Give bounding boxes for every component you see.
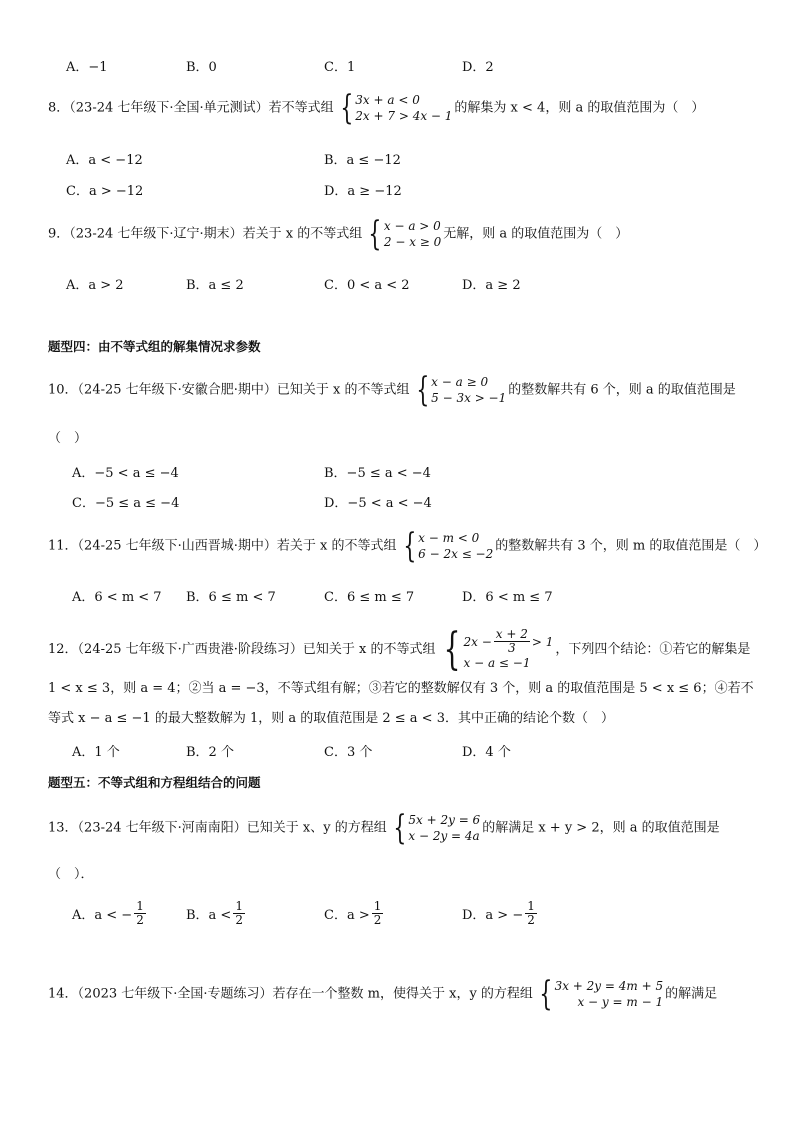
q11-stem bbox=[48, 526, 767, 566]
q14-prefix: 14．（2023 七年级下·全国·专题练习）若存在一个整数 m，使得关于 x，y 的方程组 bbox=[48, 986, 533, 1002]
q8-eq2: 2x + 7 > 4x − 1 bbox=[355, 109, 453, 123]
q7-option-d: D．2 bbox=[462, 60, 494, 75]
q9-suffix: 无解，则 a 的取值范围为（ ） bbox=[443, 226, 629, 242]
q12-eq1 bbox=[464, 628, 554, 655]
q7-option-a: A．−1 bbox=[66, 60, 108, 75]
q13-option-a bbox=[72, 900, 148, 927]
q10-stem bbox=[48, 370, 736, 410]
q11-option-a: A．6 < m < 7 bbox=[72, 590, 162, 605]
q10-eq2: 5 − 3x > −1 bbox=[431, 391, 507, 405]
q8-option-c: C．a > −12 bbox=[66, 184, 144, 199]
q8-option-b: B．a ≤ −12 bbox=[324, 153, 401, 168]
q13-eq1: 5x + 2y = 6 bbox=[408, 813, 481, 827]
q8-prefix: 8．（23-24 七年级下·全国·单元测试）若不等式组 bbox=[48, 100, 334, 116]
q11-prefix: 11．（24-25 七年级下·山西晋城·期中）若关于 x 的不等式组 bbox=[48, 538, 397, 554]
q13-option-b-numerator: 1 bbox=[235, 899, 243, 913]
q10-suffix: 的整数解共有 6 个，则 a 的取值范围是 bbox=[508, 382, 736, 398]
q12-stem bbox=[48, 623, 751, 675]
q12-fraction bbox=[494, 628, 530, 655]
q12-fraction-denominator: 3 bbox=[508, 641, 516, 655]
q11-option-b: B．6 ≤ m < 7 bbox=[186, 590, 276, 605]
q10-option-b: B．−5 ≤ a < −4 bbox=[324, 466, 431, 481]
q10-option-d: D．−5 < a < −4 bbox=[324, 496, 432, 511]
q12-eq1-left: 2x − bbox=[463, 634, 492, 649]
q13-option-c-label: C．a > bbox=[324, 908, 370, 923]
q13-option-d-numerator: 1 bbox=[527, 899, 535, 913]
q9-option-d: D．a ≥ 2 bbox=[462, 278, 521, 293]
q8-option-d: D．a ≥ −12 bbox=[324, 184, 402, 199]
q12-prefix: 12．（24-25 七年级下·广西贵港·阶段练习）已知关于 x 的不等式组 bbox=[48, 642, 436, 657]
q13-option-b bbox=[186, 900, 247, 927]
q8-stem bbox=[48, 88, 705, 128]
q13-system: { 5x + 2y = 6 x − 2y = 4a bbox=[393, 808, 481, 848]
q12-option-a: A．1 个 bbox=[72, 745, 120, 760]
q14-system: { 3x + 2y = 4m + 5 x − y = m − 1 bbox=[539, 974, 664, 1014]
q13-answer-paren: （ ）． bbox=[48, 867, 94, 882]
q13-option-d-label: D．a > − bbox=[462, 908, 524, 923]
q12-option-d: D．4 个 bbox=[462, 745, 511, 760]
q13-option-a-denominator: 2 bbox=[136, 913, 144, 927]
q12-eq2: x − a ≤ −1 bbox=[463, 656, 531, 670]
q13-option-b-denominator: 2 bbox=[235, 913, 243, 927]
q12-eq1-right: > 1 bbox=[531, 634, 554, 649]
q13-option-a-fraction bbox=[134, 900, 146, 927]
q10-eq1: x − a ≥ 0 bbox=[431, 375, 489, 389]
q9-option-c: C．0 < a < 2 bbox=[324, 278, 410, 293]
q9-option-b: B．a ≤ 2 bbox=[186, 278, 244, 293]
q13-suffix: 的解满足 x + y > 2，则 a 的取值范围是 bbox=[482, 820, 720, 836]
q11-eq1: x − m < 0 bbox=[418, 531, 480, 545]
q13-eq2: x − 2y = 4a bbox=[408, 829, 480, 843]
q11-suffix: 的整数解共有 3 个，则 m 的取值范围是（ ） bbox=[495, 538, 767, 554]
q12-option-c: C．3 个 bbox=[324, 745, 373, 760]
q13-stem bbox=[48, 808, 720, 848]
q12-system: { 2x − $\frac{x + 2}{3}$ > 1 x − a ≤ −1 bbox=[443, 623, 554, 675]
q14-stem bbox=[48, 974, 718, 1014]
q11-eq2: 6 − 2x ≤ −2 bbox=[418, 547, 494, 561]
section-heading-5: 题型五：不等式组和方程组结合的问题 bbox=[48, 775, 261, 790]
q8-system: { 3x + a < 0 2x + 7 > 4x − 1 bbox=[339, 88, 453, 128]
q13-option-a-label: A．a < − bbox=[72, 908, 133, 923]
q13-option-d-fraction bbox=[525, 900, 537, 927]
q10-system: { x − a ≥ 0 5 − 3x > −1 bbox=[415, 370, 507, 410]
q13-option-b-fraction bbox=[233, 900, 245, 927]
section-heading-4: 题型四：由不等式组的解集情况求参数 bbox=[48, 339, 261, 354]
q9-prefix: 9．（23-24 七年级下·辽宁·期末）若关于 x 的不等式组 bbox=[48, 226, 363, 242]
q12-line-3: 等式 x − a ≤ −1 的最大整数解为 1，则 a 的取值范围是 2 ≤ a < 3．其中正确的结论个数（ ） bbox=[48, 711, 614, 726]
q9-eq1: x − a > 0 bbox=[383, 219, 441, 233]
q7-option-c: C．1 bbox=[324, 60, 356, 75]
q10-option-c: C．−5 ≤ a ≤ −4 bbox=[72, 496, 180, 511]
q10-option-a: A．−5 < a ≤ −4 bbox=[72, 466, 179, 481]
q8-eq1: 3x + a < 0 bbox=[355, 93, 420, 107]
q13-option-d-denominator: 2 bbox=[527, 913, 535, 927]
q12-fraction-numerator: x + 2 bbox=[495, 627, 528, 641]
q13-option-c-denominator: 2 bbox=[373, 913, 382, 927]
q13-prefix: 13．（23-24 七年级下·河南南阳）已知关于 x、y 的方程组 bbox=[48, 820, 387, 836]
q7-option-b: B．0 bbox=[186, 60, 217, 75]
q11-system: { x − m < 0 6 − 2x ≤ −2 bbox=[402, 526, 494, 566]
q14-eq1: 3x + 2y = 4m + 5 bbox=[554, 979, 664, 993]
q13-option-b-label: B．a < bbox=[186, 908, 232, 923]
q13-option-d bbox=[462, 900, 539, 927]
q12-option-b: B．2 个 bbox=[186, 745, 234, 760]
q8-suffix: 的解集为 x < 4，则 a 的取值范围为（ ） bbox=[454, 100, 705, 116]
q12-suffix: ，下列四个结论：①若它的解集是 bbox=[555, 642, 751, 657]
q9-stem bbox=[48, 214, 629, 254]
q14-suffix: 的解满足 bbox=[665, 986, 718, 1002]
q10-prefix: 10．（24-25 七年级下·安徽合肥·期中）已知关于 x 的不等式组 bbox=[48, 382, 410, 398]
q12-line-2: 1 < x ≤ 3，则 a = 4；②当 a = −3，不等式组有解；③若它的整数解仅有 3 个，则 a 的取值范围是 5 < x ≤ 6；④若不 bbox=[48, 681, 754, 696]
q8-option-a: A．a < −12 bbox=[66, 153, 143, 168]
q9-system: { x − a > 0 2 − x ≥ 0 bbox=[368, 214, 442, 254]
q11-option-c: C．6 ≤ m ≤ 7 bbox=[324, 590, 415, 605]
q10-answer-paren: （ ） bbox=[48, 431, 88, 446]
q9-option-a: A．a > 2 bbox=[66, 278, 124, 293]
q11-option-d: D．6 < m ≤ 7 bbox=[462, 590, 553, 605]
q9-eq2: 2 − x ≥ 0 bbox=[383, 235, 442, 249]
q14-eq2: x − y = m − 1 bbox=[577, 995, 664, 1009]
q13-option-c bbox=[324, 900, 385, 927]
q13-option-c-fraction bbox=[372, 900, 384, 927]
q13-option-a-numerator: 1 bbox=[136, 899, 144, 913]
q13-option-c-numerator: 1 bbox=[373, 899, 382, 913]
